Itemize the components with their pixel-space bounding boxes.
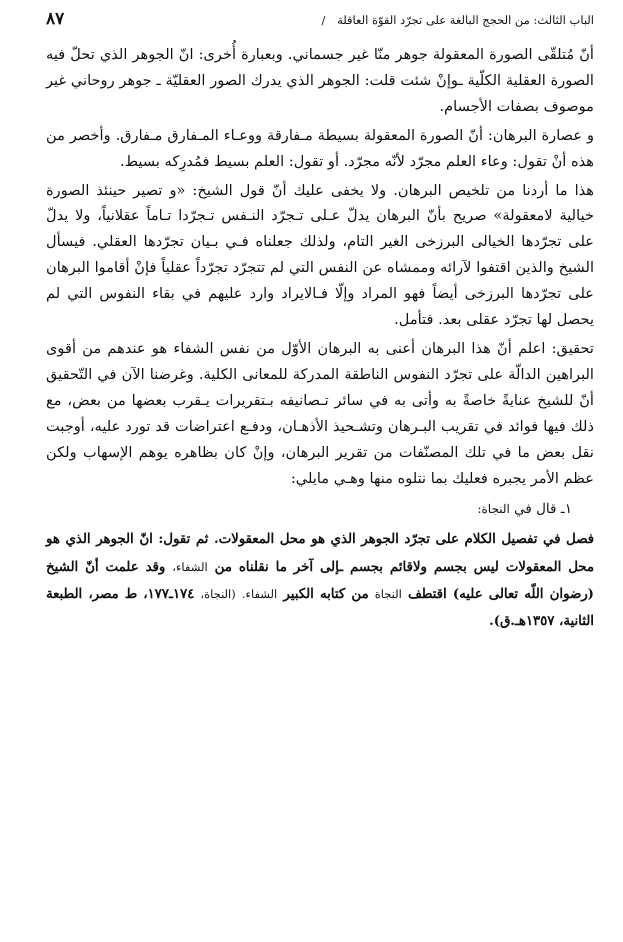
quote-text-3: من كتابه الكبير xyxy=(283,587,369,603)
quote-text-2: وقد علمت أنّ الشيخ (رضوان اللّه تعالى عليه) اقتطف xyxy=(46,559,594,603)
citation-heading xyxy=(46,497,594,521)
citation-heading-label: ١ـ قال في xyxy=(514,501,572,518)
paragraph-2: و عصارة البرهان: أنّ الصورة المعقولة بسيطة مـفارقة ووعـاء المـفارق مـفارق. وأخصر من هذه أنْ تقول: وعاء العلم مجرّد لأنّه مجرّد. أو تقول: العلم بسيط فمُدرِكه بسيط. xyxy=(46,126,594,170)
quoted-passage xyxy=(46,527,594,635)
paragraph-3: هذا ما أردنا من تلخيص البرهان. ولا يخفى عليك أنّ قول الشيخ: «و تصير حينئذ الصورة خيالية لامعقولة» صريح بأنّ البرهان يدلّ عـلى تـجرّد النـفس تـجرّدا تـاماً عقلانياً، ولا يدلّ على تجرّدها الخيالى البرزخى الغير التام، ولذلك جعلناه فـي بـيان تجرّدها العقلي. فيسأل الشيخ والذين اقتفوا لآرائه وممشاه عن النفس التي لم تتجرّد تجرّداً عقلياً فإنْ أقاموا البرهان على تجرّدها البرزخى أيضاً فهو المراد وإلّا فـالايراد وارد عليهم في بقاء النفوس التي لم يحصل لها تجرّد عقلى بعد. فتأمل. xyxy=(46,181,594,329)
quote-source-1: الشفاء، xyxy=(172,559,208,574)
header-separator: / xyxy=(321,13,326,27)
page-number: ٨٧ xyxy=(46,9,65,29)
quote-source-4: النجاة، xyxy=(200,587,232,602)
page xyxy=(46,8,594,635)
running-title-group xyxy=(64,9,594,31)
running-title: الباب الثالث: من الحجج البالغة على تجرّد القوّة العاقلة xyxy=(337,13,594,27)
main-text xyxy=(46,42,594,491)
paragraph-1: أنّ مُتلقّى الصورة المعقولة جوهر منّا غير جسماني. وبعبارة أُخرى: انّ الجوهر الذي تحلّ فيه الصورة العقلية الكلّية ـوإنْ شئت قلت: الجوهر الذي يدرك الصور العقليّة ـ جوهر روحاني غير موصوف بصفات الأجسام. xyxy=(46,46,594,115)
paragraph-4: تحقيق: اعلم أنّ هذا البرهان أعنى به البرهان الأوّل من نفس الشفاء هو عندهم من أقوى البراهين الدالّة على تجرّد النفوس الناطقة المدركة للمعانى الكلية. وغرضنا الآن في التّحقيق أنّ للشيخ عنايةً خاصةً به وأتى به في سائر تـصانيفه بـتقريرات يـقرب بعضها من بعض، مع ذلك فيها فوائد في تقريب البـرهان وتشـحيذ الأذهـان، ودفـع اعتراضات قد تورد عليه، أوجبت نقل بعض ما في تلك المصنّفات من تقرير البرهان، وإنْ كان بظاهره يوهم الإسهاب ولكن عظم الأمر يجبره فعليك بما نتلوه منها وهـي مايلي: xyxy=(46,339,594,487)
citation-heading-source: النجاة: xyxy=(477,502,510,517)
citation-details: ١٧٤ـ١٧٧، ط مصر، الطبعة الثانية، ١٣٥٧هـ.ق). xyxy=(46,587,594,629)
quote-source-3: الشفاء. xyxy=(241,587,278,602)
citation-open: ( xyxy=(231,587,236,602)
quote-text-1: فصل في تفصيل الكلام على تجرّد الجوهر الذي هو محل المعقولات. ثم تقول: انّ الجوهر الذي هو محل المعقولات ليس بجسم ولاقائم بجسم ـإلى آخر ما نقلناه من xyxy=(46,532,594,575)
quote-source-2: النجاة xyxy=(374,587,402,602)
running-head xyxy=(46,8,594,32)
